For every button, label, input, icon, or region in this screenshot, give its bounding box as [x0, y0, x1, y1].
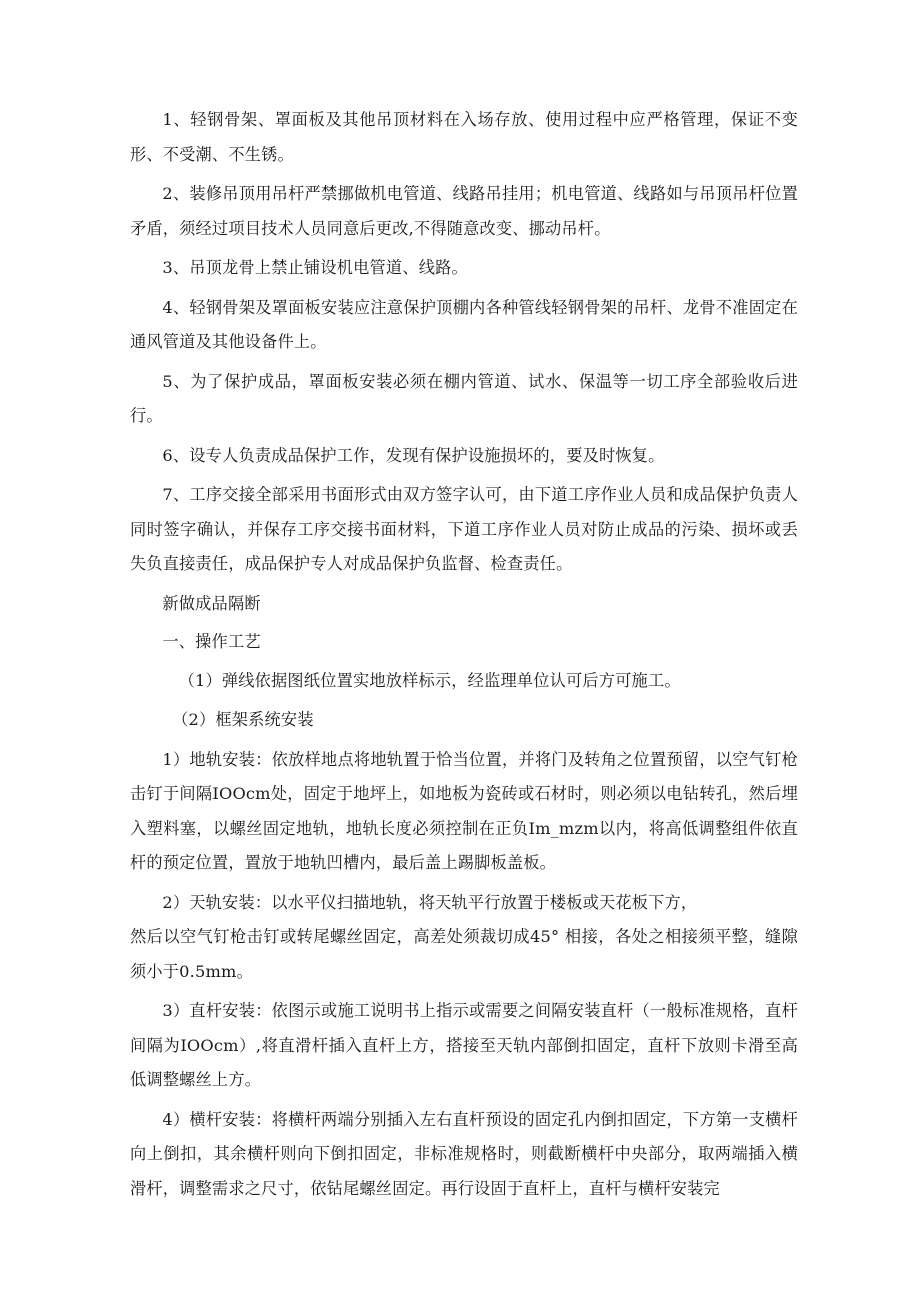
- paragraph-1: 1、轻钢骨架、罩面板及其他吊顶材料在入场存放、使用过程中应严格管理，保证不变形、不受潮、不生锈。: [130, 110, 798, 164]
- paragraph-6: 6、设专人负责成品保护工作，发现有保护设施损坏的，要及时恢复。: [162, 445, 665, 465]
- step-1: （1）弹线依据图纸位置实地放样标示，经监理单位认可后方可施工。: [178, 670, 681, 690]
- section-title: 新做成品隔断: [162, 593, 261, 613]
- step-2: （2）框架系统安装: [172, 710, 314, 729]
- floor-rail-paragraph: 1）地轨安装：依放样地点将地轨置于恰当位置，并将门及转角之位置预留，以空气钉枪击钉于间隔IOOcm处，固定于地坪上，如地板为瓷砖或石材时，则必须以电钻转孔，然后埋入塑料塞，以螺丝固定地轨，地轨长度必须控制在正负Im_mzm以内，将高低调整组件依直杆的预定位置，置放于地轨凹槽内，最后盖上踢脚板盖板。: [130, 749, 798, 872]
- vertical-bar-paragraph: 3）直杆安装：依图示或施工说明书上指示或需要之间隔安装直杆（一般标准规格，直杆间隔为IOOcm）,将直滑杆插入直杆上方，搭接至天轨内部倒扣固定，直杆下放则卡滑至高低调整螺丝上方。: [130, 1001, 798, 1089]
- horizontal-bar-paragraph: 4）横杆安装：将横杆两端分别插入左右直杆预设的固定孔内倒扣固定，下方第一支横杆向上倒扣，其余横杆则向下倒扣固定，非标准规格时，则截断横杆中央部分，取两端插入横滑杆，调整需求之尺寸，依钻尾螺丝固定。再行设固于直杆上，直杆与横杆安装完: [130, 1109, 798, 1198]
- ceiling-rail-paragraph-line1: 2）天轨安装：以水平仪扫描地轨，将天轨平行放置于楼板或天花板下方，: [162, 892, 698, 912]
- paragraph-4: 4、轻钢骨架及罩面板安装应注意保护顶棚内各种管线轻钢骨架的吊杆、龙骨不准固定在通风管道及其他设备件上。: [130, 297, 798, 351]
- ceiling-rail-paragraph-cont: 然后以空气钉枪击钉或转尾螺丝固定，高差处须裁切成45° 相接，各处之相接须平整，缝隙须小于0.5mm。: [130, 927, 798, 981]
- paragraph-2: 2、装修吊顶用吊杆严禁挪做机电管道、线路吊挂用；机电管道、线路如与吊顶吊杆位置矛盾，须经过项目技术人员同意后更改,不得随意改变、挪动吊杆。: [130, 184, 798, 238]
- paragraph-3: 3、吊顶龙骨上禁止铺设机电管道、线路。: [162, 258, 468, 277]
- paragraph-5: 5、为了保护成品，罩面板安装必须在棚内管道、试水、保温等一切工序全部验收后进行。: [130, 371, 798, 425]
- paragraph-7: 7、工序交接全部采用书面形式由双方签字认可，由下道工序作业人员和成品保护负责人同时签字确认，并保存工序交接书面材料，下道工序作业人员对防止成品的污染、损坏或丢失负直接责任，成品保护专人对成品保护负监督、检查责任。: [130, 485, 798, 573]
- document-page: [130, 103, 798, 1211]
- subsection-title: 一、操作工艺: [162, 632, 261, 651]
